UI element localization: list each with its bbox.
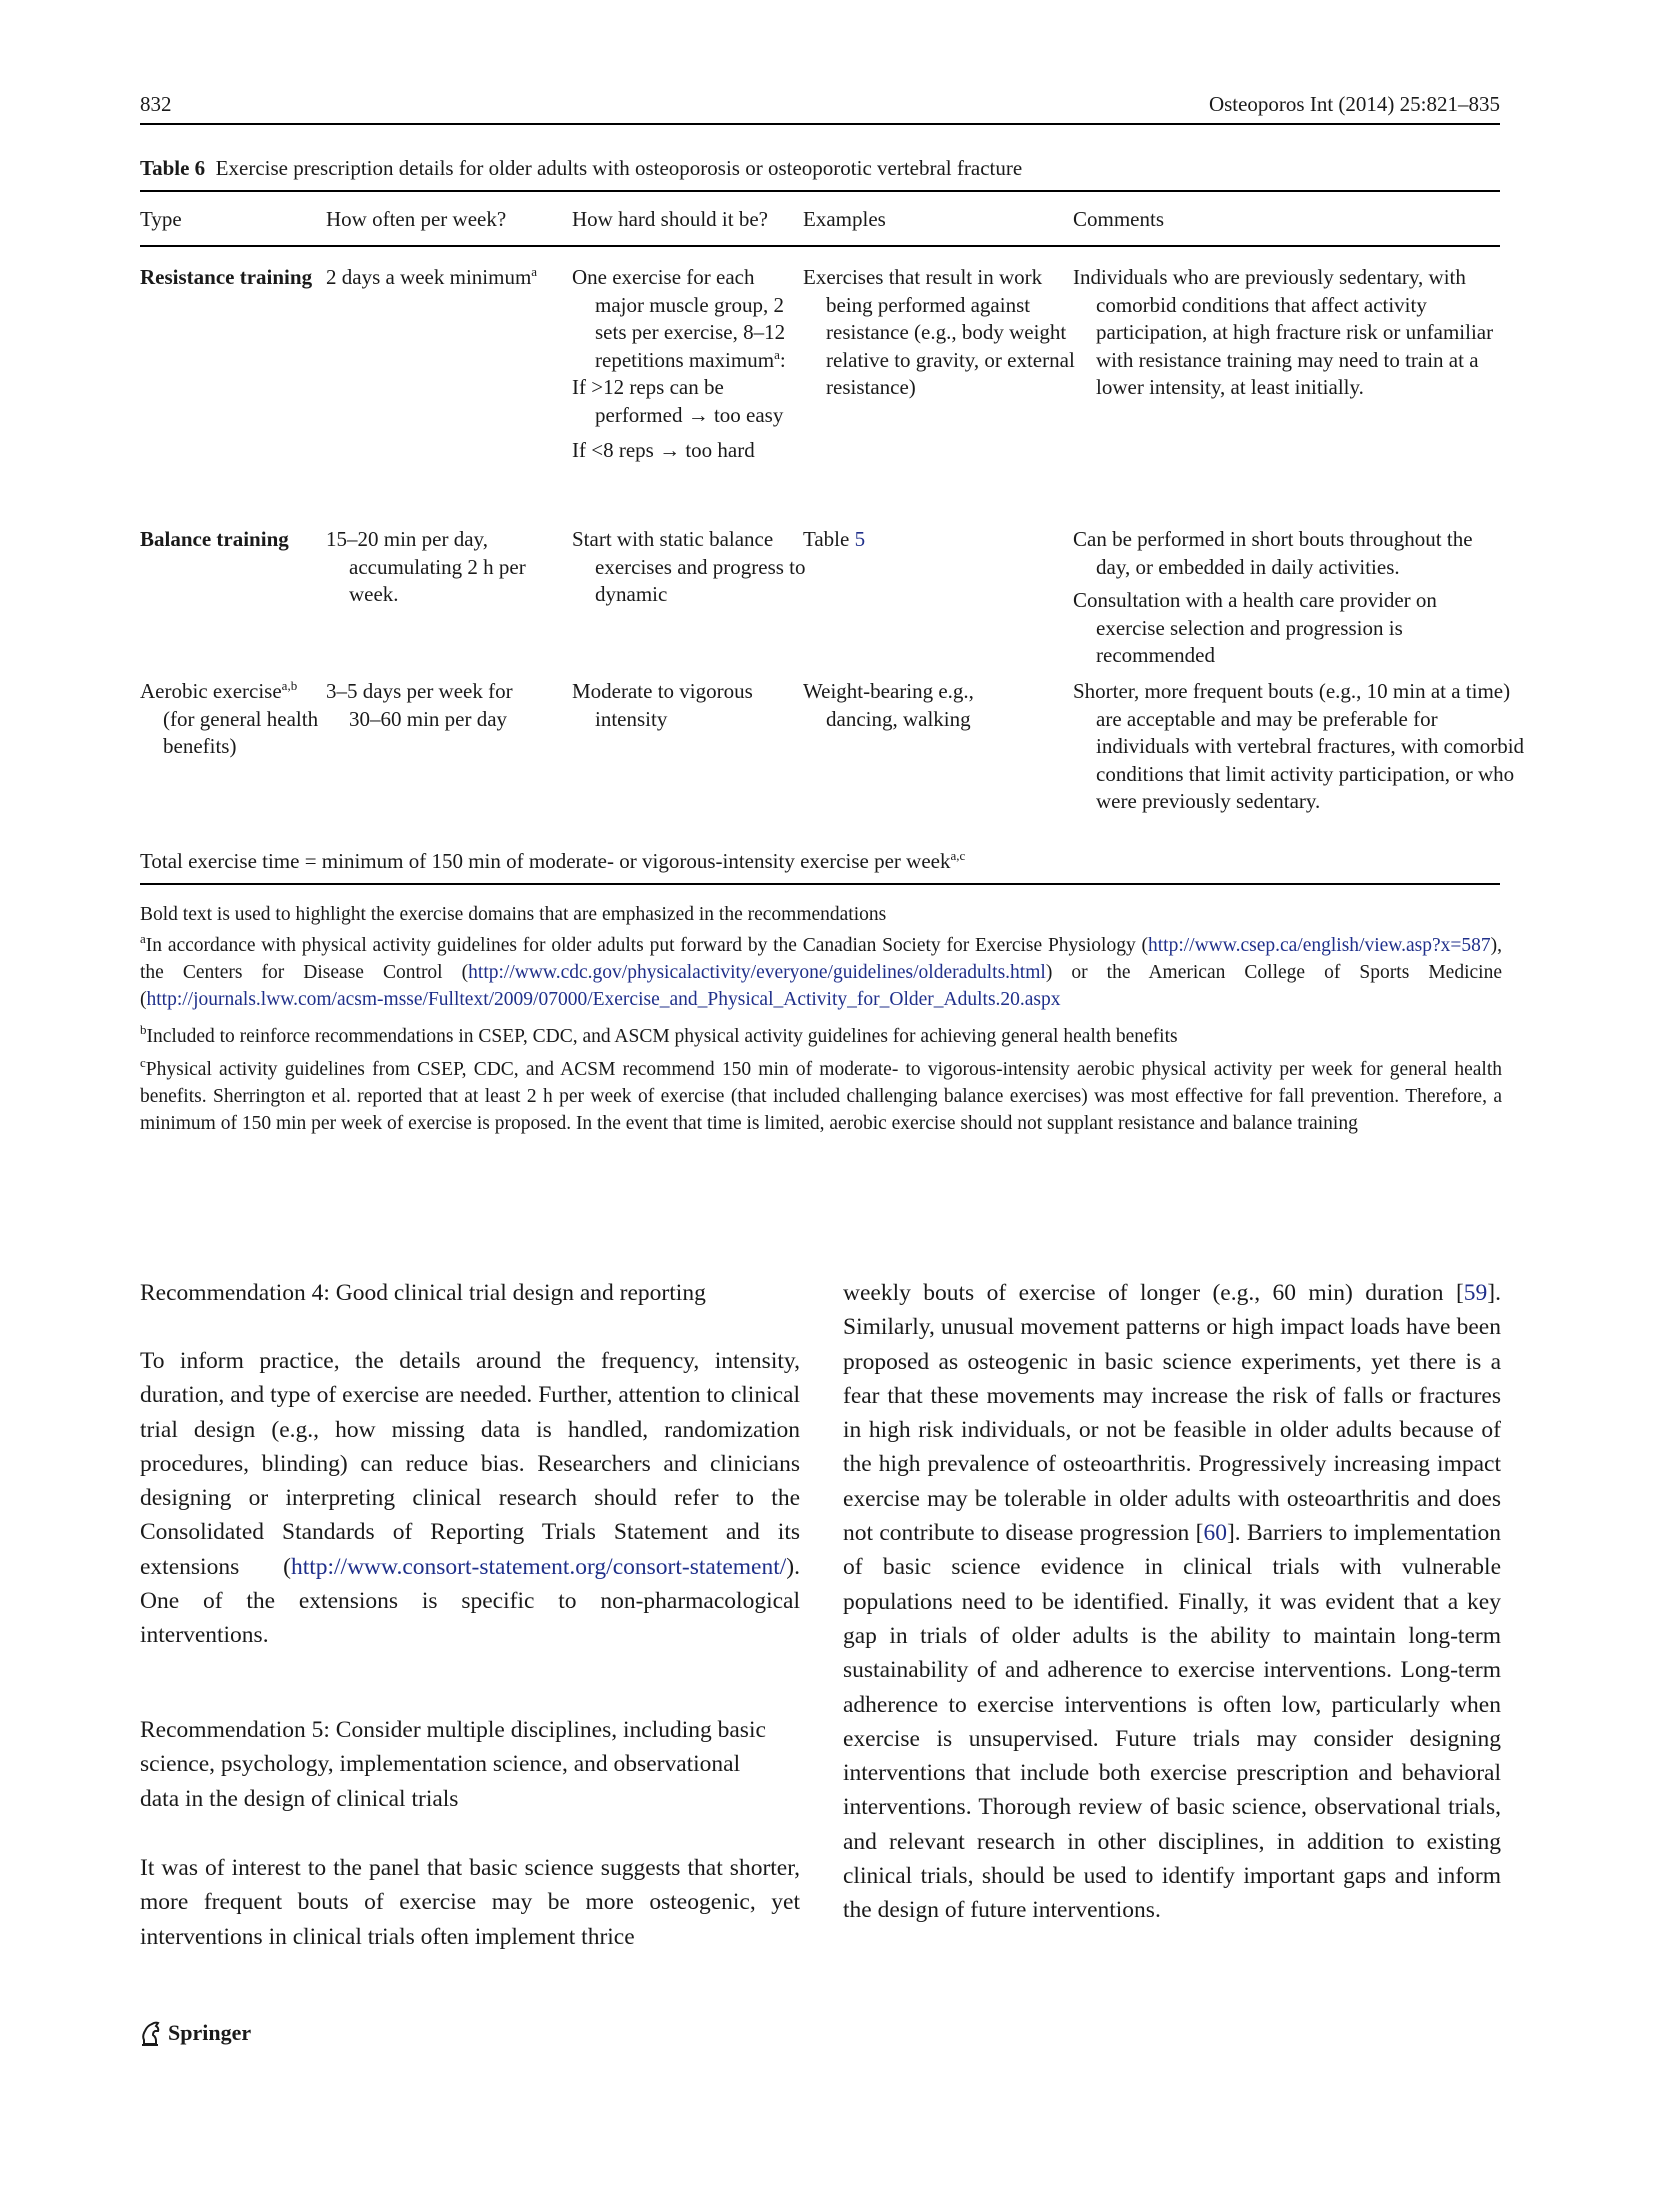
row-hard-aerobic: Moderate to vigorous intensity (572, 679, 753, 731)
header-rule (140, 123, 1500, 125)
table-total-row: Total exercise time = minimum of 150 min of moderate- or vigorous-intensity exercise per week$^{a,c}$ (140, 848, 966, 873)
row-comments-aerobic: Shorter, more frequent bouts (e.g., 10 min at a time) are acceptable and may be preferable for individuals with vertebral fractures, with comorbid conditions that limit activity participation, or who were previously sedentary. (1073, 679, 1525, 813)
table-5-link[interactable]: 5 (854, 527, 866, 551)
springer-knight-icon (140, 2020, 162, 2046)
row-hard-balance: Start with static balance exercises and progress to dynamic (572, 527, 806, 606)
acsm-link[interactable]: http://journals.lww.com/acsm-msse/Fulltext/2009/07000/Exercise_and_Physical_Activity_for_Older_Adults.20.aspx (146, 989, 1061, 1010)
table-title: Exercise prescription details for older adults with osteoporosis or osteoporotic vertebral fracture (215, 156, 1023, 180)
table-bottom-rule (140, 883, 1500, 885)
rec5-paragraph: It was of interest to the panel that basic science suggests that shorter, more frequent bouts of exercise may be more osteogenic, yet interventions in clinical trials often implement thrice (140, 1855, 800, 1950)
rec4-heading: Recommendation 4: Good clinical trial design and reporting (140, 1280, 706, 1306)
journal-citation: Osteoporos Int (2014) 25:821–835 (1208, 92, 1500, 116)
col-header-type: Type (140, 207, 182, 231)
consort-link[interactable]: http://www.consort-statement.org/consort-statement/ (290, 1553, 787, 1580)
row-comments-resistance: Individuals who are previously sedentary, with comorbid conditions that affect activity participation, at high fracture risk or unfamiliar with resistance training may need to train at a lower intensity, at least initially. (1073, 265, 1494, 399)
ref-60-link[interactable]: 60 (1203, 1520, 1227, 1547)
footnote-b: $^b$Included to reinforce recommendations in CSEP, CDC, and ASCM physical activity guidelines for achieving general health benefits (140, 1022, 1178, 1047)
row-comments-balance: Can be performed in short bouts throughout the day, or embedded in daily activities. Consultation with a health care provider on exercise selection and progression is recommended (1073, 527, 1473, 667)
col-header-often: How often per week? (326, 207, 507, 231)
row-examples-resistance: Exercises that result in work being performed against resistance (e.g., body weight relative to gravity, or external resistance) (803, 265, 1075, 399)
col-header-examples: Examples (803, 207, 886, 231)
row-type-resistance: Resistance training (140, 265, 313, 289)
row-type-balance: Balance training (140, 527, 289, 551)
right-column-paragraph: weekly bouts of exercise of longer (e.g., 60 min) duration [59]. Similarly, unusual movement patterns or high impact loads have been proposed as osteogenic in basic science experiments, yet there is a fear that these movements may increase the risk of falls or fractures in high risk individuals, or not be feasible in older adults because of the high prevalence of osteoarthritis. Progressively increasing impact exercise may be tolerable in older adults with osteoarthritis and does not contribute to disease progression [60]. Barriers to implementation of basic science evidence in clinical trials with vulnerable populations need to be identified. Finally, it was evident that a key gap in trials of older adults is the ability to maintain long-term sustainability of and adherence to exercise interventions. Long-term adherence to exercise interventions is often low, particularly when exercise is unsupervised. Future trials may consider designing interventions that include both exercise prescription and behavioral interventions. Thorough review of basic science, observational trials, and relevant research in other disciplines, in addition to existing clinical trials, should be used to identify important gaps and inform the design of future interventions. (843, 1280, 1502, 1924)
row-hard-resistance: One exercise for each major muscle group, 2 sets per exercise, 8–12 repetitions maximum$^a$: If >12 reps can be performed → too easy If <8 reps → too hard (572, 265, 786, 462)
page-number: 832 (140, 92, 172, 116)
cdc-link[interactable]: http://www.cdc.gov/physicalactivity/everyone/guidelines/olderadults.html (468, 962, 1046, 983)
table-header-rule (140, 245, 1500, 247)
footnote-c: $^c$Physical activity guidelines from CSEP, CDC, and ACSM recommend 150 min of moderate- to vigorous-intensity aerobic physical activity per week for general health benefits. Sherrington et al. reported that at least 2 h per week of exercise (that included challenging balance exercises) was most effective for fall prevention. Therefore, a minimum of 150 min per week of exercise is proposed. In the event that time is limited, aerobic exercise should not supplant resistance and balance training (140, 1055, 1502, 1134)
row-examples-aerobic: Weight-bearing e.g., dancing, walking (803, 679, 974, 731)
footnote-bold-note: Bold text is used to highlight the exercise domains that are emphasized in the recommendations (140, 904, 887, 925)
row-often-balance: 15–20 min per day, accumulating 2 h per week. (326, 527, 526, 606)
table-caption (140, 156, 1500, 181)
col-header-comments: Comments (1073, 207, 1165, 231)
row-often-resistance: 2 days a week minimum$^a$ (326, 264, 538, 289)
table-top-rule (140, 190, 1500, 192)
rec5-heading: Recommendation 5: Consider multiple disciplines, including basic science, psychology, implementation science, and observational data in the design of clinical trials (140, 1717, 766, 1812)
springer-logo (140, 2020, 251, 2046)
col-header-hard: How hard should it be? (572, 207, 768, 231)
csep-link[interactable]: http://www.csep.ca/english/view.asp?x=587 (1148, 935, 1491, 956)
row-examples-balance: Table 5 (803, 527, 866, 551)
publisher-name: Springer (168, 2020, 252, 2045)
footnote-a: $^a$In accordance with physical activity guidelines for older adults put forward by the Canadian Society for Exercise Physiology (http://www.csep.ca/english/view.asp?x=587), the Centers for Disease Control (http://www.cdc.gov/physicalactivity/everyone/guidelines/olderadults.html) or the American College of Sports Medicine (http://journals.lww.com/acsm-msse/Fulltext/2009/07000/Exercise_and_Physical_Activity_for_Older_Adults.20.aspx (140, 931, 1502, 1010)
table-label: Table 6 (140, 156, 206, 180)
row-type-aerobic: Aerobic exercise$^{a,b}$ (for general health benefits) (140, 678, 319, 758)
rec4-paragraph: To inform practice, the details around the frequency, intensity, duration, and type of exercise are needed. Further, attention to clinical trial design (e.g., how missing data is handled, randomization procedures, blinding) can reduce bias. Researchers and clinicians designing or interpreting clinical research should refer to the Consolidated Standards of Reporting Trials Statement and its extensions (http://www.consort-statement.org/consort-statement/). One of the extensions is specific to non-pharmacological interventions. (140, 1348, 800, 1649)
row-often-aerobic: 3–5 days per week for 30–60 min per day (326, 679, 513, 731)
ref-59-link[interactable]: 59 (1463, 1280, 1488, 1306)
